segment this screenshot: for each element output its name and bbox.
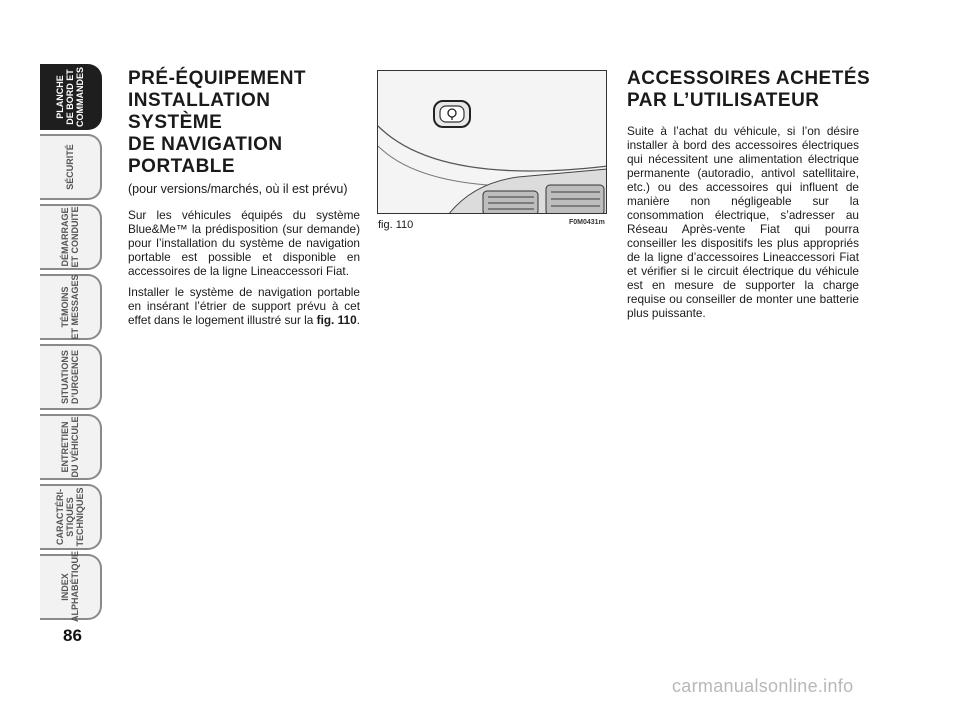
figure-dashboard-socket <box>377 70 607 214</box>
title-line: ACCESSOIRES ACHETÉS <box>627 68 871 89</box>
watermark: carmanualsonline.info <box>672 676 854 696</box>
section-title <box>128 68 360 178</box>
title-line: DE NAVIGATION <box>128 134 283 155</box>
tab-label: DÉMARRAGE ET CONDUITE <box>60 206 80 268</box>
paragraph-end: . <box>356 313 360 327</box>
tab-entretien[interactable] <box>40 414 102 480</box>
title-line: INSTALLATION <box>128 90 271 111</box>
tab-index[interactable] <box>40 550 102 622</box>
tab-planche-de-bord[interactable] <box>40 64 102 130</box>
paragraph: Sur les véhicules équipés du système Blue&Me™ la prédisposition (sur demande) pour l’installation du système de navigation portable est possible et disponible en accessoires de la ligne Lineaccessori Fiat. <box>128 208 360 278</box>
title-line: PRÉ-ÉQUIPEMENT <box>128 68 307 89</box>
tab-securite[interactable] <box>40 134 102 200</box>
tab-label: ENTRETIEN DU VÉHICULE <box>60 416 80 478</box>
dashboard-illustration <box>378 71 607 214</box>
section-title <box>627 68 871 112</box>
paragraph <box>128 285 360 327</box>
tab-label: TÉMOINS ET MESSAGES <box>60 274 80 340</box>
socket-icon <box>434 101 470 127</box>
tab-label: SITUATIONS D’URGENCE <box>60 350 80 405</box>
paragraph-text: Installer le système de navigation portable en insérant l’étrier de support prévu à cet effet dans le logement illustré sur la <box>128 285 360 327</box>
tab-label: INDEX ALPHABÉTIQUE <box>60 550 80 622</box>
figure-caption: fig. 110 <box>378 219 414 231</box>
page-number: 86 <box>63 626 82 645</box>
title-line: PORTABLE <box>128 156 236 177</box>
version-note: (pour versions/marchés, où il est prévu) <box>128 182 348 196</box>
paragraph: Suite à l’achat du véhicule, si l’on désire installer à bord des accessoires électriques qui nécessitent une alimentation électrique permanente (autoradio, antivol satellitaire, etc.) ou des accessoires qui influent de manière non négligeable sur la consommation électrique, s’adresser au Réseau Après-vente Fiat qui pourra conseiller les dispositifs les plus appropriés de la ligne d’accessoires Lineaccessori Fiat et vérifier si le circuit électrique du véhicule est en mesure de supporter la charge requise ou conseiller de monter une batterie plus puissante. <box>627 124 859 320</box>
section-tabs <box>40 64 106 624</box>
section-accessories <box>627 68 871 327</box>
tab-demarrage[interactable] <box>40 204 102 270</box>
figure-code: F0M0431m <box>569 219 605 226</box>
title-line: PAR L’UTILISATEUR <box>627 90 820 111</box>
tab-temoins[interactable] <box>40 274 102 340</box>
figure-reference[interactable]: fig. 110 <box>316 313 357 327</box>
tab-label: PLANCHE DE BORD ET COMMANDES <box>55 67 85 127</box>
tab-caracteristiques[interactable] <box>40 484 102 550</box>
tab-label: SÉCURITÉ <box>65 144 75 190</box>
tab-label: CARACTÉRI- STIQUES TECHNIQUES <box>55 487 85 547</box>
tab-situations[interactable] <box>40 344 102 410</box>
title-line: SYSTÈME <box>128 112 223 133</box>
section-navigation <box>128 68 360 334</box>
